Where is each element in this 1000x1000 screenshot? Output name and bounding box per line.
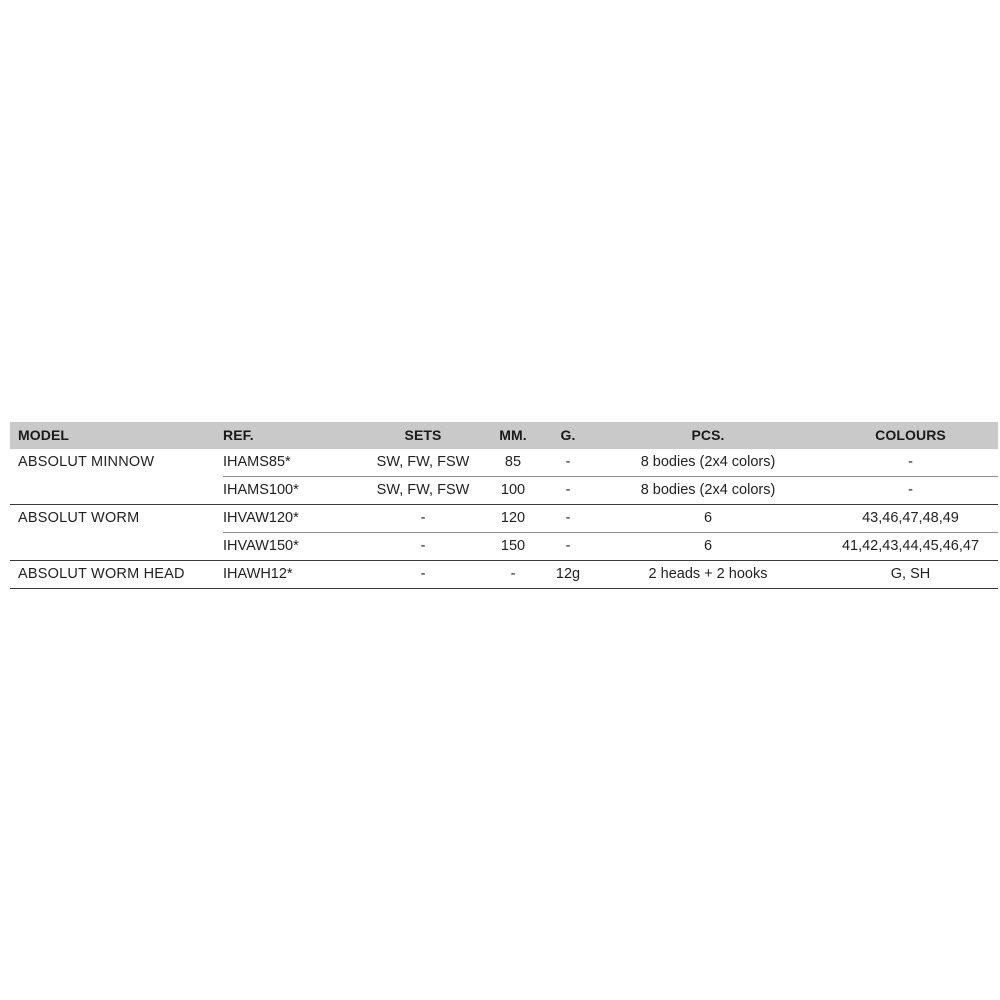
cell-mm: 150 xyxy=(483,533,543,561)
table-row xyxy=(10,477,998,505)
column-header-colours: COLOURS xyxy=(875,427,946,443)
cell-mm: 120 xyxy=(483,505,543,533)
cell-sets: SW, FW, FSW xyxy=(363,477,483,505)
cell-colours: - xyxy=(823,477,998,505)
cell-model xyxy=(10,533,223,561)
cell-model: ABSOLUT MINNOW xyxy=(18,454,155,471)
cell-pcs: 6 xyxy=(593,533,823,561)
table-row xyxy=(10,449,998,477)
cell-sets: SW, FW, FSW xyxy=(376,454,470,470)
cell-pcs: 8 bodies (2x4 colors) xyxy=(640,454,776,470)
cell-mm: - xyxy=(483,561,543,589)
column-header-ref: REF. xyxy=(223,427,254,443)
cell-model xyxy=(10,477,223,505)
table-header-row xyxy=(10,422,998,449)
cell-pcs: 6 xyxy=(593,505,823,533)
cell-pcs: 2 heads + 2 hooks xyxy=(593,561,823,589)
cell-model: ABSOLUT WORM xyxy=(10,505,223,533)
cell-g: 12g xyxy=(543,561,593,589)
column-header-mm: MM. xyxy=(499,427,527,443)
cell-colours: 41,42,43,44,45,46,47 xyxy=(823,533,998,561)
cell-pcs: 8 bodies (2x4 colors) xyxy=(593,477,823,505)
column-header-g: G. xyxy=(560,427,576,443)
table-row xyxy=(10,533,998,561)
cell-colours: - xyxy=(908,454,913,470)
specifications-table-container xyxy=(10,422,990,589)
cell-g: - xyxy=(565,454,571,470)
cell-colours: G, SH xyxy=(823,561,998,589)
specifications-table xyxy=(10,422,998,589)
table-row xyxy=(10,505,998,533)
table-header xyxy=(10,422,998,449)
cell-ref: IHVAW120* xyxy=(223,505,363,533)
column-header-sets: SETS xyxy=(404,427,442,443)
cell-ref: IHAMS100* xyxy=(223,477,363,505)
cell-mm: 85 xyxy=(504,454,522,470)
cell-g: - xyxy=(543,533,593,561)
cell-colours: 43,46,47,48,49 xyxy=(823,505,998,533)
cell-mm: 100 xyxy=(483,477,543,505)
cell-g: - xyxy=(543,505,593,533)
cell-ref: IHVAW150* xyxy=(223,533,363,561)
cell-sets: - xyxy=(363,533,483,561)
cell-sets: - xyxy=(363,505,483,533)
table-body xyxy=(10,449,998,589)
cell-ref: IHAMS85* xyxy=(223,454,291,470)
table-row xyxy=(10,561,998,589)
cell-sets: - xyxy=(363,561,483,589)
cell-g: - xyxy=(543,477,593,505)
column-header-pcs: PCS. xyxy=(691,427,725,443)
column-header-model: MODEL xyxy=(18,427,70,443)
cell-ref: IHAWH12* xyxy=(223,561,363,589)
cell-model: ABSOLUT WORM HEAD xyxy=(10,561,223,589)
